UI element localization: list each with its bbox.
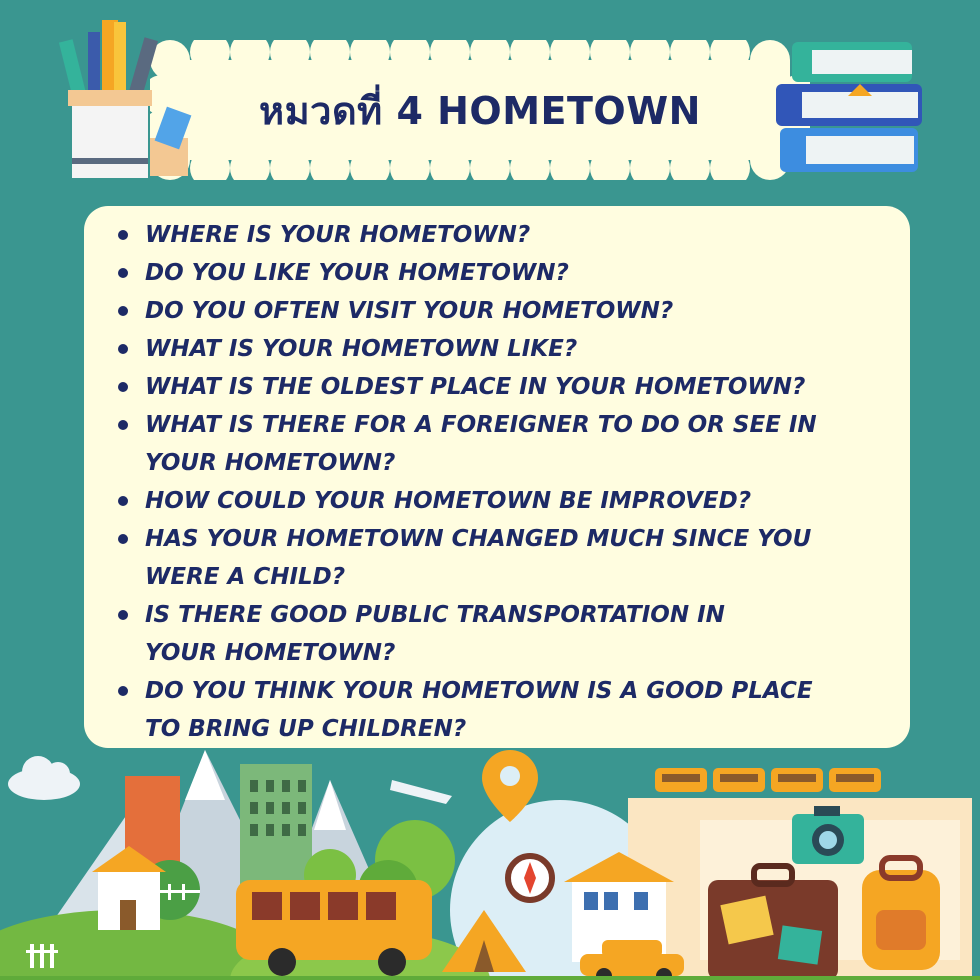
list-item: DO YOU LIKE YOUR HOMETOWN?: [145, 254, 885, 292]
backpack-icon: [862, 858, 940, 970]
train: [655, 768, 881, 792]
page-title: หมวดที่ 4 HOMETOWN: [259, 88, 701, 133]
book-stack-icon: [772, 38, 932, 178]
airplane: [390, 780, 452, 804]
list-item: HOW COULD YOUR HOMETOWN BE IMPROVED?: [145, 482, 885, 520]
list-item: DO YOU OFTEN VISIT YOUR HOMETOWN?: [145, 292, 885, 330]
list-item: IS THERE GOOD PUBLIC TRANSPORTATION IN YOUR HOMETOWN?: [145, 596, 735, 672]
list-item: HAS YOUR HOMETOWN CHANGED MUCH SINCE YOU WERE A CHILD?: [145, 520, 865, 596]
list-item: WHERE IS YOUR HOMETOWN?: [145, 216, 885, 254]
cloud: [8, 756, 80, 800]
list-item: WHAT IS THERE FOR A FOREIGNER TO DO OR SEE IN YOUR HOMETOWN?: [145, 406, 865, 482]
town-illustration: [0, 740, 980, 980]
question-list: [145, 216, 885, 748]
pencil-cup-icon: [58, 18, 198, 183]
compass-icon: [508, 856, 552, 900]
list-item: WHAT IS YOUR HOMETOWN LIKE?: [145, 330, 885, 368]
suitcase-icon: [708, 866, 838, 980]
camera-icon: [792, 806, 864, 864]
list-item: WHAT IS THE OLDEST PLACE IN YOUR HOMETOWN?: [145, 368, 885, 406]
list-item: DO YOU THINK YOUR HOMETOWN IS A GOOD PLACE TO BRING UP CHILDREN?: [145, 672, 825, 748]
